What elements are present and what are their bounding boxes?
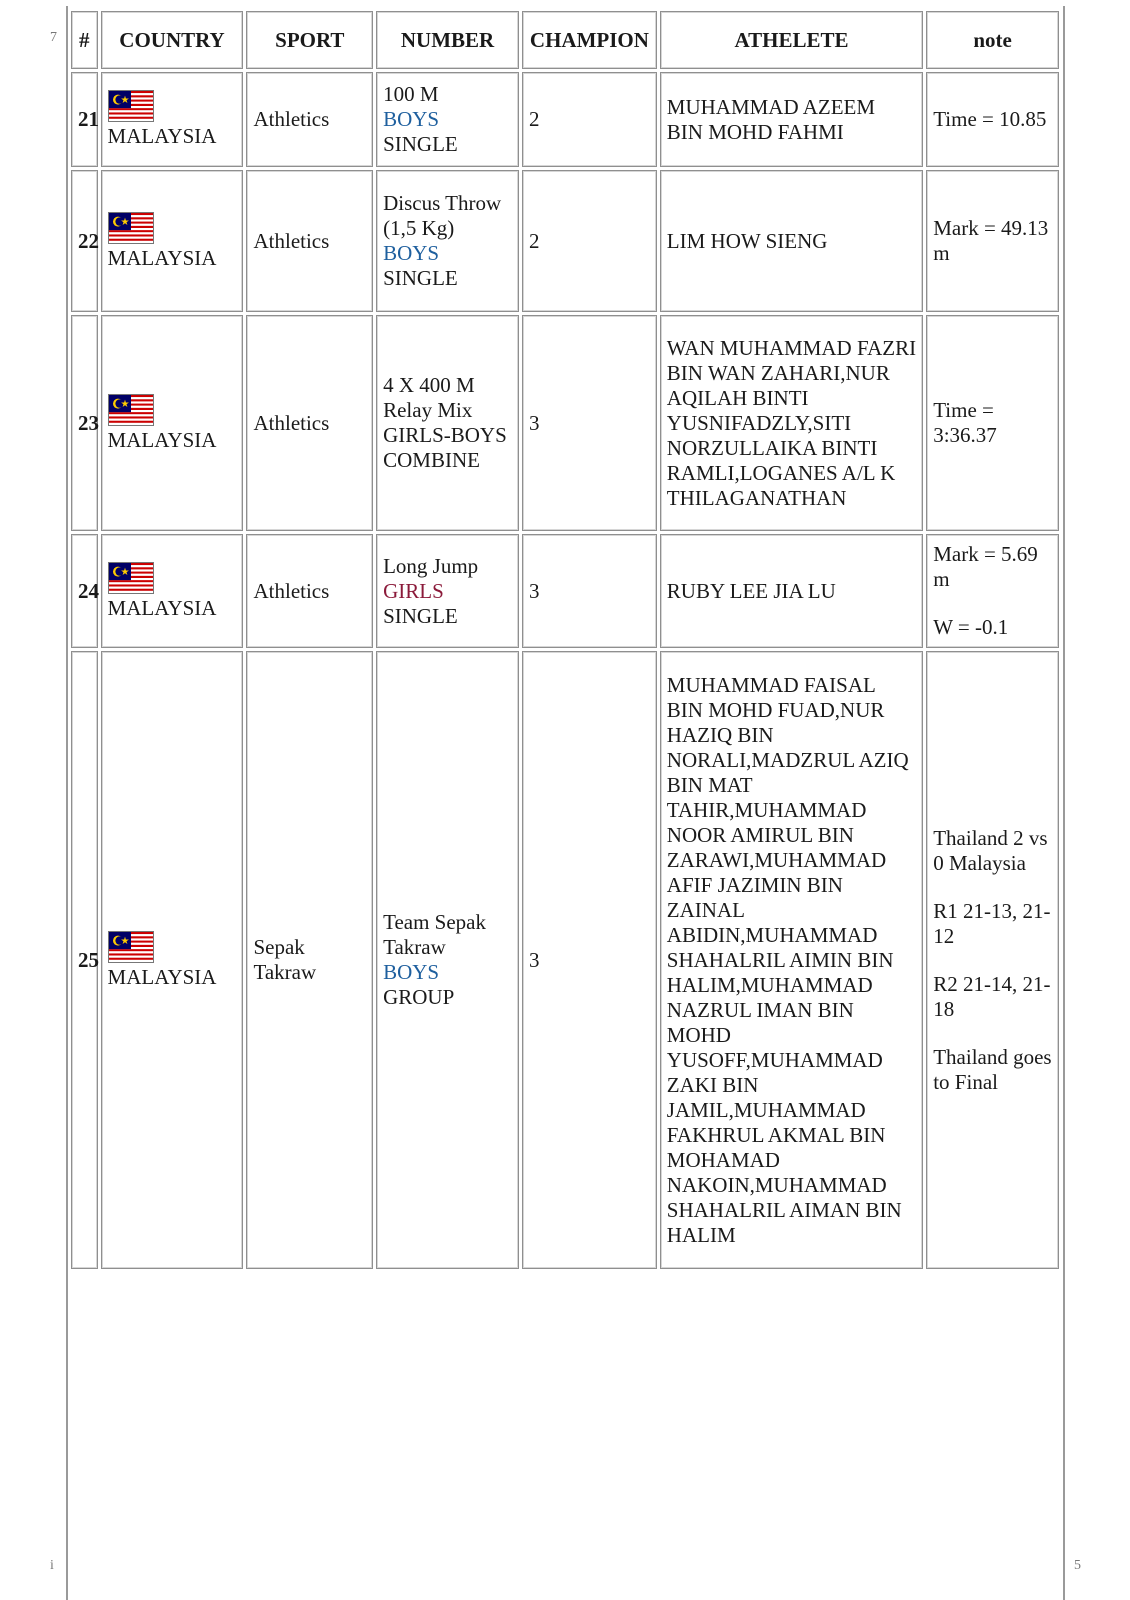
sport-cell: Athletics: [246, 170, 373, 312]
event-cell: [376, 72, 519, 167]
event-cell: [376, 534, 519, 648]
header-event: NUMBER: [376, 11, 519, 69]
row-number: 23: [71, 315, 98, 531]
event-cell: [376, 170, 519, 312]
event-name: Team Sepak Takraw: [383, 910, 487, 959]
table-row: [71, 651, 1059, 1269]
header-champion: CHAMPION: [522, 11, 657, 69]
sport-cell: Sepak Takraw: [246, 651, 373, 1269]
header-athlete: ATHELETE: [660, 11, 923, 69]
header-row: [71, 11, 1059, 69]
note-cell: [926, 315, 1059, 531]
event-type: COMBINE: [383, 448, 480, 472]
sport-cell: Athletics: [246, 72, 373, 167]
page-frame-right: [1063, 6, 1065, 1600]
country-cell: [101, 534, 244, 648]
event-gender: BOYS: [383, 960, 440, 984]
row-number: 22: [71, 170, 98, 312]
header-sport: SPORT: [246, 11, 373, 69]
event-name: 100 M: [383, 82, 439, 106]
header-note: note: [926, 11, 1059, 69]
country-cell: [101, 72, 244, 167]
country-name: MALAYSIA: [107, 124, 217, 148]
athlete-cell: RUBY LEE JIA LU: [660, 534, 923, 648]
malaysia-flag-icon: [108, 90, 154, 122]
margin-mark-top-left: 7: [50, 30, 57, 45]
country-name: MALAYSIA: [107, 245, 217, 270]
malaysia-flag-icon: [108, 562, 154, 594]
champion-cell: 3: [522, 534, 657, 648]
note-line: Time = 10.85: [933, 107, 1047, 131]
margin-mark-bottom-left: i: [50, 1558, 54, 1573]
note-line: R1 21-13, 21-12: [933, 898, 1051, 948]
header-number: #: [71, 11, 98, 69]
note-line: Thailand 2 vs 0 Malaysia: [933, 825, 1048, 875]
table-row: [71, 315, 1059, 531]
malaysia-flag-icon: [108, 212, 154, 244]
results-table: [68, 8, 1062, 1272]
athlete-cell: WAN MUHAMMAD FAZRI BIN WAN ZAHARI,NUR AQILAH BINTI YUSNIFADZLY,SITI NORZULLAIKA BINTI RAMLI,LOGANES A/L K THILAGANATHAN: [660, 315, 923, 531]
country-cell: [101, 315, 244, 531]
row-number: 21: [71, 72, 98, 167]
champion-cell: 2: [522, 72, 657, 167]
row-number: 24: [71, 534, 98, 648]
row-number: 25: [71, 651, 98, 1269]
note-line: Thailand goes to Final: [933, 1044, 1052, 1094]
event-gender: GIRLS: [383, 578, 444, 603]
country-name: MALAYSIA: [107, 595, 217, 620]
note-cell: [926, 170, 1059, 312]
athlete-cell: MUHAMMAD AZEEM BIN MOHD FAHMI: [660, 72, 923, 167]
header-country: COUNTRY: [101, 11, 244, 69]
country-name: MALAYSIA: [107, 964, 217, 989]
note-line: Time = 3:36.37: [933, 398, 997, 447]
margin-mark-bottom-right: 5: [1074, 1558, 1081, 1573]
athlete-cell: MUHAMMAD FAISAL BIN MOHD FUAD,NUR HAZIQ BIN NORALI,MADZRUL AZIQ BIN MAT TAHIR,MUHAMMAD NOOR AMIRUL BIN ZARAWI,MUHAMMAD AFIF JAZIMIN BIN ZAINAL ABIDIN,MUHAMMAD SHAHALRIL AIMIN BIN HALIM,MUHAMMAD NAZRUL IMAN BIN MOHD YUSOFF,MUHAMMAD ZAKI BIN JAMIL,MUHAMMAD FAKHRUL AKMAL BIN MOHAMAD NAKOIN,MUHAMMAD SHAHALRIL AIMAN BIN HALIM: [660, 651, 923, 1269]
athlete-cell: LIM HOW SIENG: [660, 170, 923, 312]
champion-cell: 3: [522, 651, 657, 1269]
event-type: SINGLE: [383, 603, 458, 628]
event-type: SINGLE: [383, 266, 458, 290]
event-gender: BOYS: [383, 241, 440, 265]
event-cell: [376, 651, 519, 1269]
event-type: GROUP: [383, 985, 455, 1009]
table-row: [71, 72, 1059, 167]
note-cell: [926, 651, 1059, 1269]
event-cell: [376, 315, 519, 531]
country-name: MALAYSIA: [107, 427, 217, 452]
event-name: Discus Throw (1,5 Kg): [383, 191, 502, 240]
country-cell: [101, 170, 244, 312]
note-cell: [926, 534, 1059, 648]
country-cell: [101, 651, 244, 1269]
table-row: [71, 534, 1059, 648]
note-line: W = -0.1: [933, 615, 1009, 639]
event-gender: BOYS: [383, 107, 440, 131]
sport-cell: Athletics: [246, 315, 373, 531]
table-row: [71, 170, 1059, 312]
malaysia-flag-icon: [108, 394, 154, 426]
event-name: Long Jump: [383, 553, 479, 578]
note-line: Mark = 5.69 m: [933, 542, 1038, 591]
champion-cell: 3: [522, 315, 657, 531]
sport-cell: Athletics: [246, 534, 373, 648]
champion-cell: 2: [522, 170, 657, 312]
event-name: 4 X 400 M Relay Mix: [383, 373, 475, 422]
malaysia-flag-icon: [108, 931, 154, 963]
event-gender: GIRLS-BOYS: [383, 423, 507, 447]
event-type: SINGLE: [383, 132, 458, 156]
note-line: Mark = 49.13 m: [933, 216, 1049, 265]
note-line: R2 21-14, 21-18: [933, 971, 1051, 1021]
note-cell: [926, 72, 1059, 167]
